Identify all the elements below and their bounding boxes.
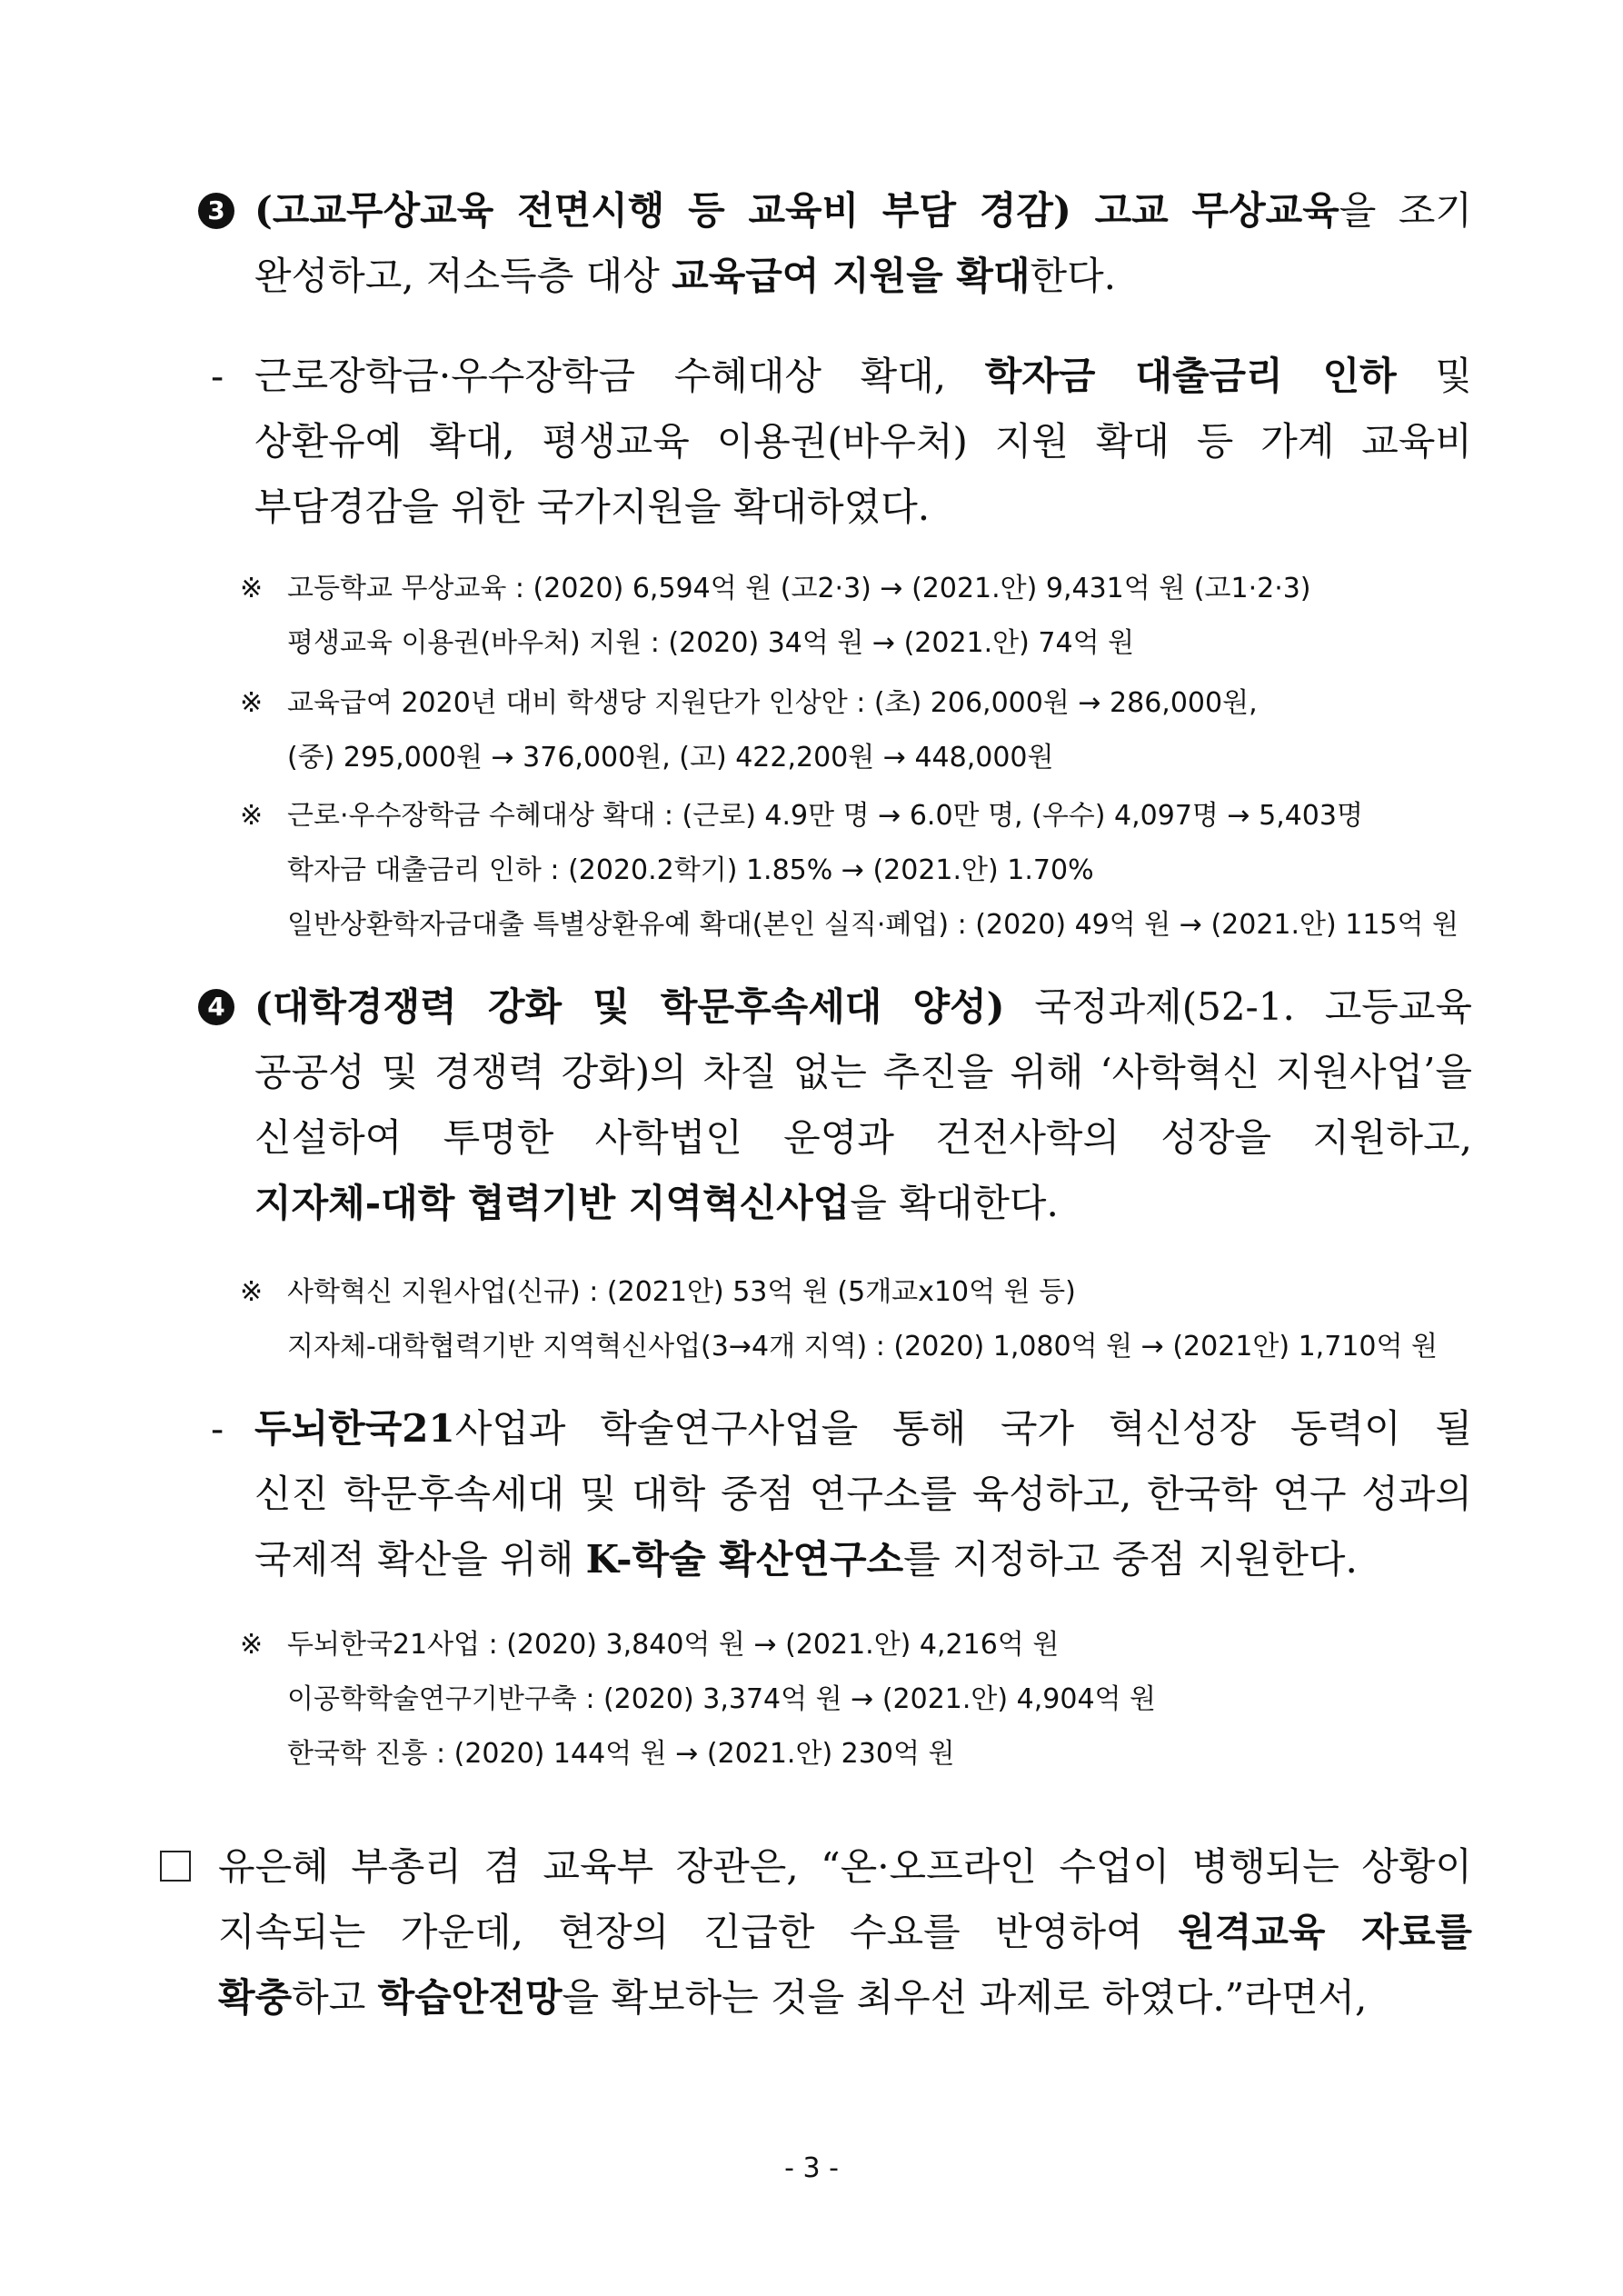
item4-line	[254, 1040, 1472, 1105]
item-4-marker: 4	[198, 989, 234, 1025]
note-line: 지자체-대학협력기반 지역혁신사업(3→4개 지역) : (2020) 1,080억 원 → (2021안) 1,710억 원	[287, 1331, 1438, 1363]
bold-text: K-학술 확산연구소	[585, 1537, 904, 1582]
bold-text: (고교무상교육 전면시행 등 교육비 부담 경감) 고교 무상교육	[254, 188, 1339, 233]
notes-1-marker: ※	[240, 573, 264, 604]
dash-1-paragraph	[254, 344, 1472, 540]
dash-2-paragraph	[254, 1396, 1472, 1592]
dash1-line	[254, 409, 1472, 474]
note-line: 학자금 대출금리 인하 : (2020.2학기) 1.85% → (2021.안) 1.70%	[287, 854, 1094, 886]
bold-text: 지자체-대학 협력기반 지역혁신사업	[254, 1181, 851, 1225]
item-3-marker: 3	[198, 193, 234, 229]
note-line: (중) 295,000원 → 376,000원, (고) 422,200원 → 448,000원	[287, 742, 1054, 774]
text-run: 유은혜 부총리 겸 교육부 장관은, “온·오프라인 수업이 병행되는 상황이	[218, 1844, 1472, 1889]
text-run: 을 확대한다.	[850, 1181, 1059, 1225]
notes-5-marker: ※	[240, 1629, 264, 1661]
text-run: 근로장학금·우수장학금 수혜대상 확대,	[254, 354, 985, 398]
notes-5-block	[287, 1618, 1474, 1782]
item4-line	[254, 974, 1472, 1040]
dash-1-marker: -	[211, 354, 224, 398]
text-run: 신설하여 투명한 사학법인 운영과 건전사학의 성장을 지원하고,	[254, 1115, 1472, 1160]
item-3-paragraph	[254, 178, 1472, 309]
dash2-line	[254, 1396, 1472, 1462]
bold-text: 교육급여 지원을 확대	[672, 254, 1031, 298]
notes-3-block	[287, 789, 1474, 953]
note-line: 두뇌한국21사업 : (2020) 3,840억 원 → (2021.안) 4,216억 원	[287, 1629, 1060, 1661]
item4-line	[254, 1105, 1472, 1171]
note-line: 일반상환학자금대출 특별상환유예 확대(본인 실직·폐업) : (2020) 49억 원 → (2021.안) 115억 원	[287, 909, 1459, 941]
text-run: 신진 학문후속세대 및 대학 중점 연구소를 육성하고, 한국학 연구 성과의	[254, 1472, 1472, 1516]
item3-line	[254, 178, 1472, 244]
note-line: 이공학학술연구기반구축 : (2020) 3,374억 원 → (2021.안) 4,904억 원	[287, 1683, 1157, 1715]
minister-quote-paragraph	[218, 1834, 1472, 2031]
text-run: 사업과 학술연구사업을 통해 국가 혁신성장 동력이 될	[454, 1406, 1472, 1451]
text-run: 국제적 확산을 위해	[254, 1537, 586, 1582]
bold-text: (대학경쟁력 강화 및 학문후속세대 양성)	[254, 984, 1005, 1029]
text-run: 완성하고, 저소득층 대상	[254, 254, 672, 298]
notes-3-marker: ※	[240, 800, 264, 832]
text-run: 한다.	[1030, 254, 1117, 298]
note-line: 고등학교 무상교육 : (2020) 6,594억 원 (고2·3) → (2021.안) 9,431억 원 (고1·2·3)	[287, 573, 1311, 604]
box1-line	[218, 1900, 1472, 1965]
text-run: 을 확보하는 것을 최우선 과제로 하였다.”라면서,	[562, 1975, 1368, 2020]
notes-4-marker: ※	[240, 1276, 264, 1308]
text-run: 지속되는 가운데, 현장의 긴급한 수요를 반영하여	[218, 1910, 1179, 1954]
bold-text: 확충	[218, 1975, 293, 2020]
text-run: 공공성 및 경쟁력 강화)의 차질 없는 추진을 위해 ‘사학혁신 지원사업’을	[254, 1050, 1472, 1094]
box1-line	[218, 1965, 1472, 2031]
text-run: 상환유예 확대, 평생교육 이용권(바우처) 지원 확대 등 가계 교육비	[254, 419, 1472, 464]
note-line: 사학혁신 지원사업(신규) : (2021안) 53억 원 (5개교x10억 원 등)	[287, 1276, 1076, 1308]
text-run: 부담경감을 위한 국가지원을 확대하였다.	[254, 484, 931, 529]
notes-4-block	[287, 1265, 1474, 1374]
box1-line	[218, 1834, 1472, 1900]
text-run: 를 지정하고 중점 지원한다.	[903, 1537, 1358, 1582]
dash1-line	[254, 474, 1472, 540]
text-run: 을 조기	[1339, 188, 1473, 233]
page-number: - 3 -	[784, 2152, 839, 2184]
item-4-paragraph	[254, 974, 1472, 1236]
note-line: 한국학 진흥 : (2020) 144억 원 → (2021.안) 230억 원	[287, 1738, 955, 1770]
item4-line	[254, 1171, 1472, 1236]
dash1-line	[254, 344, 1472, 409]
dash2-line	[254, 1462, 1472, 1527]
notes-2-block	[287, 676, 1474, 785]
notes-2-marker: ※	[240, 687, 264, 719]
bold-text: 원격교육 자료를	[1178, 1910, 1472, 1954]
text-run: 하고	[292, 1975, 378, 2020]
bold-text: 학습안전망	[377, 1975, 563, 2020]
notes-1-block	[287, 562, 1474, 671]
note-line: 근로·우수장학금 수혜대상 확대 : (근로) 4.9만 명 → 6.0만 명, (우수) 4,097명 → 5,403명	[287, 800, 1363, 832]
dash-2-marker: -	[211, 1406, 224, 1451]
note-line: 교육급여 2020년 대비 학생당 지원단가 인상안 : (초) 206,000원 → 286,000원,	[287, 687, 1258, 719]
section-checkbox-icon	[160, 1851, 191, 1882]
text-run: 국정과제(52-1. 고등교육	[1004, 984, 1472, 1029]
bold-text: 두뇌한국21	[254, 1406, 455, 1451]
bold-text: 학자금 대출금리 인하	[984, 354, 1397, 398]
dash2-line	[254, 1527, 1472, 1592]
item3-line	[254, 244, 1472, 309]
note-line: 평생교육 이용권(바우처) 지원 : (2020) 34억 원 → (2021.안) 74억 원	[287, 627, 1135, 659]
text-run: 및	[1396, 354, 1472, 398]
